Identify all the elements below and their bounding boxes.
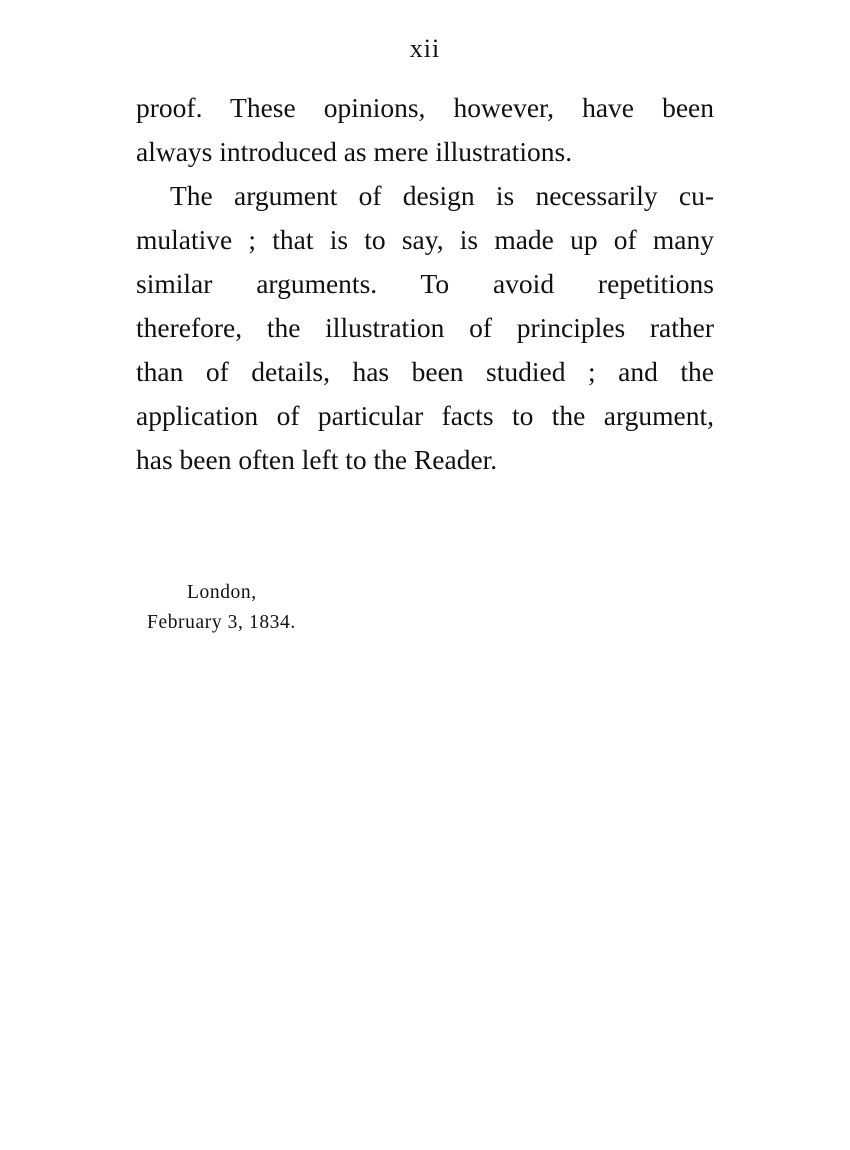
paragraph-continued — [136, 86, 714, 174]
text-line: has been often left to the Reader. — [136, 444, 498, 475]
text-line: always introduced as mere illustrations. — [136, 136, 573, 167]
text-line: mulative ; that is to say, is made up of many — [136, 224, 714, 255]
text-line: application of particular facts to the argument, — [136, 400, 714, 431]
page-number: xii — [409, 34, 441, 63]
signoff — [147, 578, 296, 638]
text-line: similar arguments. To avoid repetitions — [136, 268, 714, 299]
text-line: therefore, the illustration of principles rather — [136, 312, 714, 343]
body-text — [136, 86, 714, 482]
signoff-place: London, — [187, 582, 257, 603]
paragraph-argument-of-design — [136, 174, 714, 482]
signoff-date: February 3, 1834. — [147, 612, 296, 633]
text-line: proof. These opinions, however, have been — [136, 92, 714, 123]
text-line: The argument of design is necessarily cu- — [170, 180, 714, 211]
text-line: than of details, has been studied ; and the — [136, 356, 714, 387]
